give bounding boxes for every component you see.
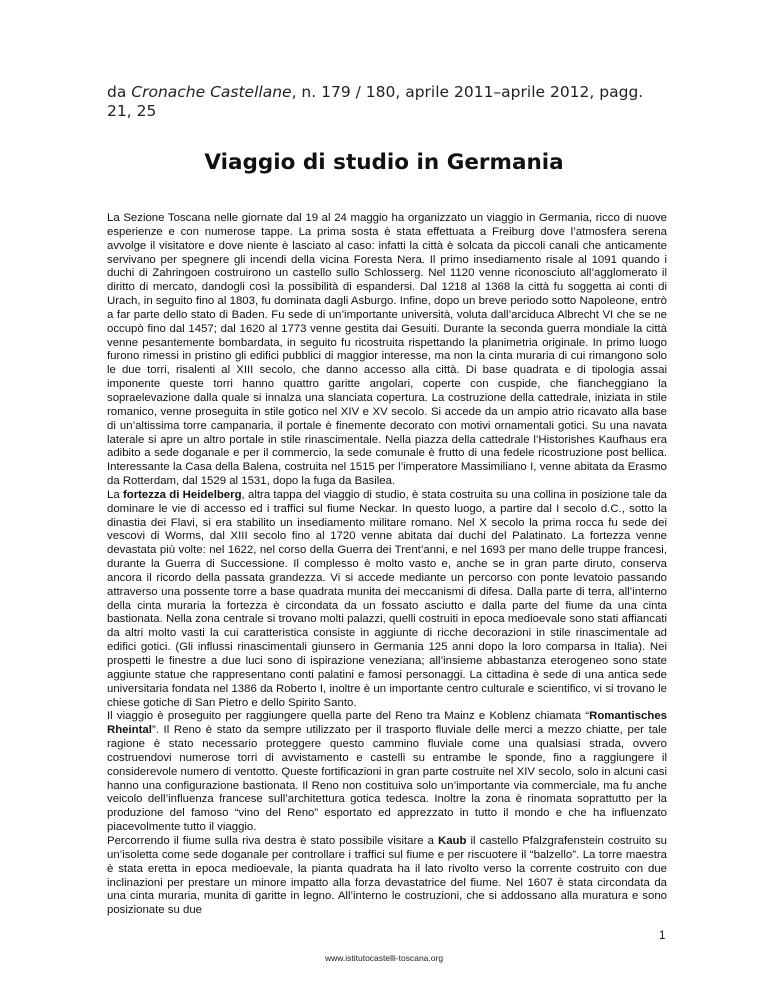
source-citation — [107, 83, 667, 121]
source-details: , n. 179 / 180, aprile 2011–aprile 2012, pagg. 21, 25 — [107, 83, 644, 120]
page-number: 1 — [659, 930, 666, 942]
publication-name: Cronache Castellane — [131, 83, 292, 101]
paragraph-kaub: Percorrendo il fiume sulla riva destra è stato possibile visitare a Kaub il castello Pfalzgrafenstein costruito su un’isoletta come sede doganale per controllare i traffici sul fiume e per riscuotere il “balzello”. La torre maestra è stata eretta in epoca medioevale, la pianta quadrata ha il lato rivolto verso la corrente costruito con due inclinazioni per prestare un minore impatto alla forza devastatrice del fiume. Nel 1607 è stata circondata da una cinta muraria, munita di garitte in legno. All’interno le costruzioni, che si addossano alla muratura e sono posizionate su due — [107, 834, 667, 917]
source-prefix: da — [107, 83, 132, 101]
paragraph-freiburg: La Sezione Toscana nelle giornate dal 19 al 24 maggio ha organizzato un viaggio in Germania, ricco di nuove esperienze e con numerose tappe. La prima sosta è stata effettuata a Freiburg dove l’atmosfera serena avvolge il visitatore e dove niente è lasciato al caso: infatti la città è solcata da piccoli canali che anticamente servivano per spegnere gli incendi della vicina Foresta Nera. Il primo insediamento risale al 1091 quando i duchi di Zahringoen costruirono un castello sullo Schlosserg. Nel 1120 venne riconosciuto all’agglomerato il diritto di mercato, dandogli così la possibilità di espandersi. Dal 1218 al 1368 la città fu soggetta ai conti di Urach, in seguito fino al 1803, fu dominata dagli Asburgo. Infine, dopo un breve periodo sotto Napoleone, entrò a far parte dello stato di Baden. Fu sede di un’importante università, voluta dall’arciduca Albrecht VI che se ne occupò fino dal 1457; dal 1620 al 1773 venne gestita dai Gesuiti. Durante la seconda guerra mondiale la città venne pesantemente bombardata, in seguito fu ricostruita rispettando la planimetria originale. In primo luogo furono rimessi in pristino gli edifici pubblici di maggior interesse, ma non la cinta muraria di cui rimangono solo le due torri, risalenti al XIII secolo, che danno accesso alla città. Di base quadrata e di tipologia assai imponente queste torri hanno quattro garitte angolari, coperte con cuspide, che fiancheggiano la sopraelevazione dalla quale si innalza una slanciata copertura. La costruzione della cattedrale, iniziata in stile romanico, venne proseguita in stile gotico nel XIV e XV secolo. Si accede da un ampio atrio ricavato alla base di un’altissima torre campanaria, il portale è finemente decorato con motivi ornamentali gotici. Su una navata laterale si apre un altro portale in stile rinascimentale. Nella piazza della cattedrale l’Historishes Kaufhaus era adibito a sede doganale e per il commercio, la sede comunale è frutto di una fedele ricostruzione post bellica. Interessante la Casa della Balena, costruita nel 1515 per l’imperatore Massimiliano I, venne abitata da Erasmo da Rotterdam, dal 1529 al 1531, dopo la fuga da Basilea. — [107, 212, 667, 488]
article-body — [107, 212, 667, 918]
footer-url: www.istitutocastelli-toscana.org — [324, 953, 444, 963]
kaub-heading: Kaub — [437, 834, 467, 847]
rheintal-heading: Romantisches Rheintal — [107, 710, 667, 737]
paragraph-heidelberg: La fortezza di Heidelberg, altra tappa del viaggio di studio, è stata costruita su una collina in posizione tale da dominare le vie di accesso ed i traffici sul fiume Neckar. In questo luogo, a partire dal I secolo d.C., sotto la dinastia dei Flavi, si era stabilito un insediamento militare romano. Nel X secolo la prima rocca fu sede dei vescovi di Worms, dal XIII secolo fino al 1720 venne abitata dai duchi del Palatinato. La fortezza venne devastata più volte: nel 1622, nel corso della Guerra dei Trent’anni, e nel 1693 per mano delle truppe francesi, durante la Guerra di Successione. Il complesso è molto vasto e, anche se in gran parte diruto, conserva ancora il ricordo della passata grandezza. Vi si accede mediante un percorso con ponte levatoio passando attraverso una possente torre a base quadrata munita dei meccanismi di difesa. Dalla parte di terra, all’interno della cinta muraria la fortezza è circondata da un fossato asciutto e dalla parte del fiume da una cinta bastionata. Nella zona centrale si trovano molti palazzi, quelli costruiti in epoca medioevale sono stati affiancati da altri molto vasti la cui caratteristica consiste in aggiunte di ricche decorazioni in stile rinascimentale ad edifici gotici. (Gli influssi rinascimentali giunsero in Germania 125 anni dopo la loro comparsa in Italia). Nei prospetti le finestre a due luci sono di ispirazione veneziana; all’insieme abbastanza eterogeneo sono state aggiunte statue che rappresentano conti palatini e famosi personaggi. La cittadina è sede di una antica sede universitaria fondata nel 1386 da Roberto I, inoltre è un importante centro culturale e scientifico, vi si trovano le chiese gotiche di San Pietro e dello Spirito Santo. — [107, 488, 667, 709]
heidelberg-heading: fortezza di Heidelberg — [122, 488, 242, 501]
article-title: Viaggio di studio in Germania — [204, 150, 564, 175]
paragraph-rheintal: Il viaggio è proseguito per raggiungere quella parte del Reno tra Mainz e Koblenz chiamata “Romantisches Rheintal”. Il Reno è stato da sempre utilizzato per il trasporto fluviale delle merci a mezzo chiatte, per tale ragione è stato necessario proteggere questo cammino fluviale come una qualsiasi strada, ovvero costruendovi numerose torri di avvistamento e castelli su entrambe le sponde, fino a raggiungere il considerevole numero di ventotto. Queste fortificazioni in gran parte costruite nel XIV secolo, solo in alcuni casi hanno una configurazione bastionata. Il Reno non costituiva solo un’importante via commerciale, ma fu anche veicolo dell’influenza francese sull’architettura gotica tedesca. Inoltre la zona è rinomata soprattutto per la produzione del famoso “vino del Reno” esportato ed apprezzato in tutto il mondo e che ha influenzato piacevolmente tutto il viaggio. — [107, 710, 667, 834]
